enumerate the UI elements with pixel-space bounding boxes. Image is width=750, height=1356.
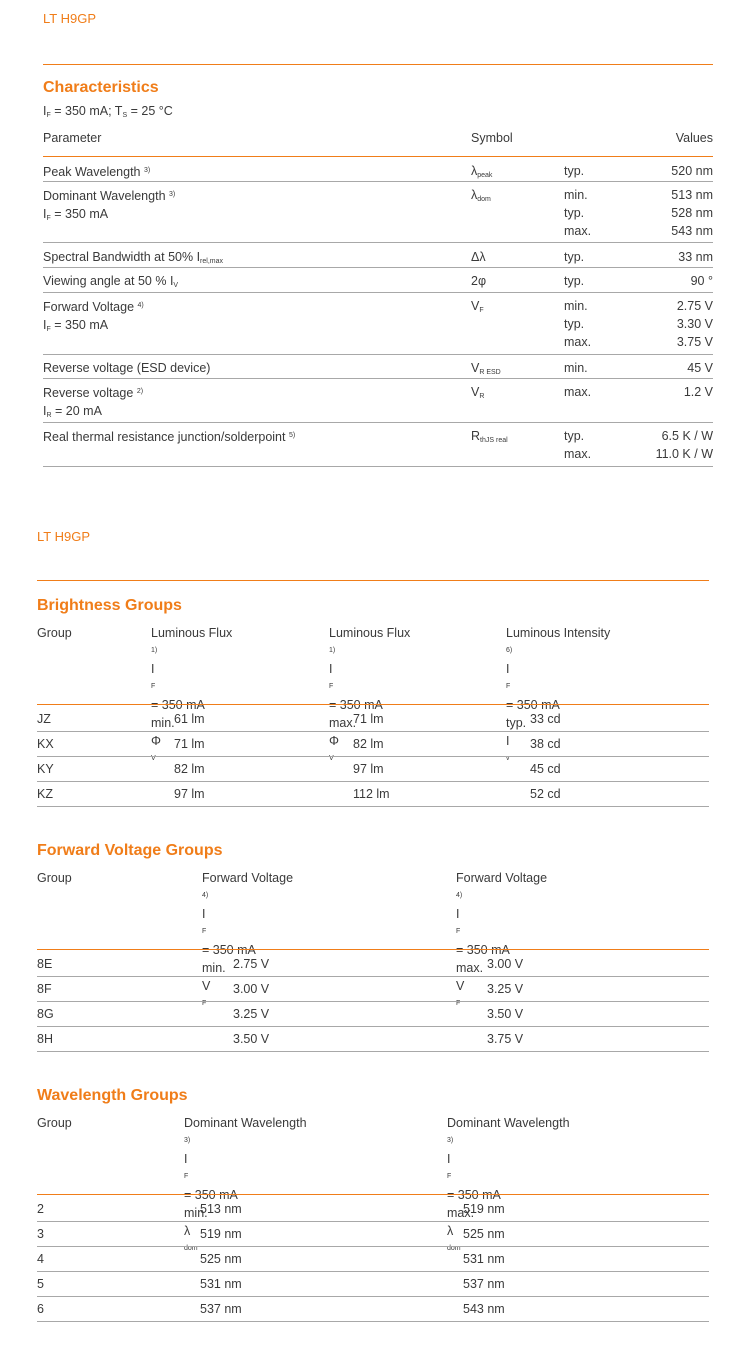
value-cell: 537 nm	[463, 1277, 505, 1291]
char-row-value: 2.75 V 3.30 V 3.75 V	[676, 299, 713, 349]
row-divider	[43, 466, 713, 467]
value-cell: 38 cd	[530, 737, 561, 751]
value-cell: 3.25 V	[233, 1007, 270, 1021]
group-cell: KY	[37, 762, 54, 776]
group-cell: 8F	[37, 982, 52, 996]
value-cell: 3.25 V	[487, 982, 524, 996]
char-row-symbol: Δλ	[471, 250, 486, 264]
group-cell: 5	[37, 1277, 44, 1291]
group-cell: 8G	[37, 1007, 54, 1021]
row-divider	[37, 1271, 709, 1272]
column-header: Dominant Wavelength 3) I F = 350 mA max. λ dom	[447, 1116, 570, 1252]
char-row-symbol: $\lambda_{peak}$	[471, 164, 493, 179]
value-cell: 97 lm	[174, 787, 205, 801]
value-cell: 71 lm	[353, 712, 384, 726]
column-header: Luminous Intensity 6) I F = 350 mA typ. I v	[506, 626, 611, 762]
group-cell: 2	[37, 1202, 44, 1216]
char-row-qualifier: min.	[564, 361, 588, 375]
product-name-2: LT H9GP	[37, 529, 90, 544]
group-cell: 3	[37, 1227, 44, 1241]
product-name: LT H9GP	[43, 11, 96, 26]
value-cell: 525 nm	[200, 1252, 242, 1266]
row-divider	[37, 731, 709, 732]
row-divider	[43, 242, 713, 243]
group-cell: 6	[37, 1302, 44, 1316]
table-header-rule	[37, 704, 709, 705]
char-row-parameter: Spectral Bandwidth at 50% $I_{rel,max}$	[43, 250, 223, 265]
group-cell: JZ	[37, 712, 51, 726]
value-cell: 531 nm	[463, 1252, 505, 1266]
char-row-parameter: Reverse voltage $^{2)}$ $I_R = 20$ mA	[43, 386, 144, 419]
char-row-qualifier: typ.	[564, 274, 585, 288]
value-cell: 61 lm	[174, 712, 205, 726]
value-cell: 519 nm	[463, 1202, 505, 1216]
char-row-parameter: Peak Wavelength $^{3)}$	[43, 165, 151, 179]
column-header: Group	[37, 626, 72, 640]
header-values: Values	[675, 131, 713, 145]
value-cell: 525 nm	[463, 1227, 505, 1241]
char-row-value: 45 V	[687, 361, 713, 375]
group-cell: 4	[37, 1252, 44, 1266]
value-cell: 543 nm	[463, 1302, 505, 1316]
table-header-rule	[37, 1194, 709, 1195]
row-divider	[37, 1296, 709, 1297]
row-divider	[37, 1001, 709, 1002]
char-row-value: 6.5 K / W 11.0 K / W	[655, 429, 713, 461]
value-cell: 3.00 V	[487, 957, 524, 971]
row-divider	[37, 1221, 709, 1222]
value-cell: 112 lm	[353, 787, 390, 801]
char-row-symbol: $R_{thJS real}$	[471, 429, 508, 444]
wavelength-title: Wavelength Groups	[37, 1087, 188, 1104]
brightness-title: Brightness Groups	[37, 597, 182, 614]
section-rule	[43, 64, 713, 65]
column-header: Group	[37, 871, 72, 885]
forward-voltage-title: Forward Voltage Groups	[37, 842, 223, 859]
table-header-rule	[43, 156, 713, 157]
row-divider	[37, 1051, 709, 1052]
char-row-value: 1.2 V	[683, 385, 713, 399]
group-cell: KX	[37, 737, 54, 751]
value-cell: 3.50 V	[487, 1007, 524, 1021]
char-row-symbol: 2φ	[471, 274, 487, 288]
value-cell: 33 cd	[530, 712, 561, 726]
row-divider	[37, 976, 709, 977]
char-row-parameter: Dominant Wavelength $^{3)}$ $I_F = 350$ mA	[43, 189, 176, 222]
char-row-symbol: $V_{R ESD}$	[471, 361, 501, 376]
char-row-qualifier: min. typ. max.	[564, 299, 592, 349]
char-row-symbol: $\lambda_{dom}$	[471, 188, 491, 203]
value-cell: 3.00 V	[233, 982, 270, 996]
row-divider	[37, 756, 709, 757]
value-cell: 97 lm	[353, 762, 384, 776]
column-header: Forward Voltage 4) I F = 350 mA max. V F	[456, 871, 548, 1007]
value-cell: 82 lm	[174, 762, 205, 776]
char-row-value: 520 nm	[671, 164, 713, 178]
value-cell: 513 nm	[200, 1202, 242, 1216]
row-divider	[43, 354, 713, 355]
row-divider	[37, 1321, 709, 1322]
characteristics-condition: $I_F = 350$ mA; $T_S = 25$ °C	[43, 104, 173, 119]
char-row-parameter: Reverse voltage (ESD device)	[43, 361, 211, 375]
row-divider	[37, 1026, 709, 1027]
value-cell: 45 cd	[530, 762, 561, 776]
column-header: Luminous Flux 1) I F = 350 mA max. Φ V	[329, 626, 411, 762]
row-divider	[43, 292, 713, 293]
row-divider	[37, 1246, 709, 1247]
group-cell: KZ	[37, 787, 53, 801]
value-cell: 71 lm	[174, 737, 205, 751]
column-header: Group	[37, 1116, 72, 1130]
group-cell: 8E	[37, 957, 53, 971]
value-cell: 52 cd	[530, 787, 561, 801]
row-divider	[37, 806, 709, 807]
value-cell: 537 nm	[200, 1302, 242, 1316]
char-row-qualifier: max.	[564, 385, 592, 399]
value-cell: 2.75 V	[233, 957, 270, 971]
row-divider	[43, 267, 713, 268]
row-divider	[43, 378, 713, 379]
value-cell: 519 nm	[200, 1227, 242, 1241]
group-cell: 8H	[37, 1032, 53, 1046]
row-divider	[43, 422, 713, 423]
char-row-qualifier: min. typ. max.	[564, 188, 592, 238]
row-divider	[37, 781, 709, 782]
characteristics-title: Characteristics	[43, 79, 159, 96]
char-row-qualifier: typ.	[564, 250, 585, 264]
section-rule-2	[37, 580, 709, 581]
header-parameter: Parameter	[43, 131, 102, 145]
char-row-parameter: Real thermal resistance junction/solderpoint $^{5)}$	[43, 430, 296, 444]
char-row-symbol: $V_R$	[471, 385, 485, 400]
value-cell: 82 lm	[353, 737, 384, 751]
char-row-value: 90 °	[690, 274, 713, 288]
row-divider	[43, 181, 713, 182]
char-row-parameter: Viewing angle at 50 % $I_V$	[43, 274, 179, 289]
char-row-parameter: Forward Voltage $^{4)}$ $I_F = 350$ mA	[43, 300, 144, 333]
column-header: Forward Voltage 4) I F = 350 mA min. V F	[202, 871, 294, 1007]
value-cell: 531 nm	[200, 1277, 242, 1291]
char-row-qualifier: typ. max.	[564, 429, 592, 461]
char-row-symbol: $V_F$	[471, 299, 484, 314]
char-row-value: 513 nm 528 nm 543 nm	[671, 188, 713, 238]
table-header-rule	[37, 949, 709, 950]
char-row-value: 33 nm	[678, 250, 713, 264]
column-header: Dominant Wavelength 3) I F = 350 mA min. λ dom	[184, 1116, 307, 1252]
column-header: Luminous Flux 1) I F = 350 mA min. Φ V	[151, 626, 233, 762]
header-symbol: Symbol	[471, 131, 513, 145]
value-cell: 3.75 V	[487, 1032, 524, 1046]
char-row-qualifier: typ.	[564, 164, 585, 178]
value-cell: 3.50 V	[233, 1032, 270, 1046]
